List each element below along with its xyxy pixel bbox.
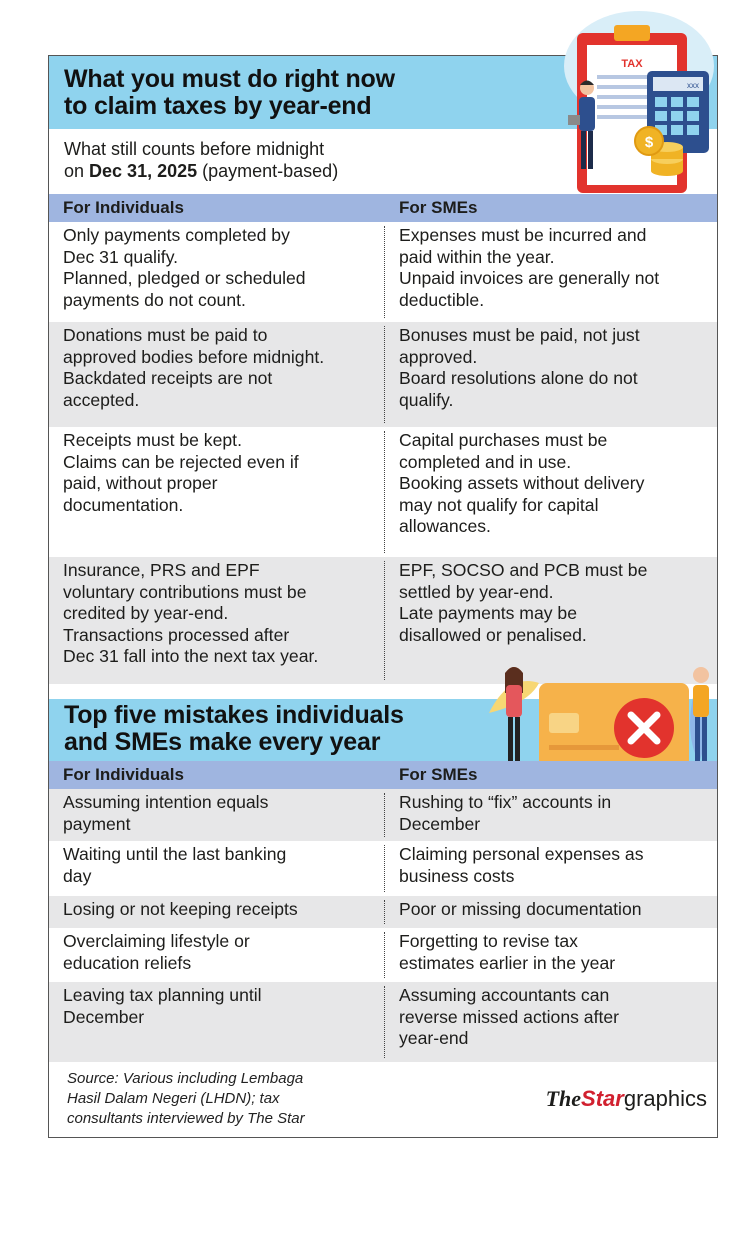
cell-line: documentation. (63, 494, 184, 515)
cell-line: business costs (399, 865, 515, 886)
individuals-cell (63, 931, 381, 974)
individuals-cell (63, 899, 381, 921)
smes-cell (399, 792, 709, 835)
cell-line: completed and in use. (399, 451, 572, 472)
cell-line: Assuming intention equals (63, 792, 269, 812)
cell-line: Expenses must be incurred and (399, 225, 647, 245)
table-row (49, 222, 717, 322)
smes-cell (399, 560, 709, 646)
cell-line: Dec 31 qualify. (63, 246, 179, 267)
calculator-label: xxx (687, 81, 699, 90)
smes-cell (399, 931, 709, 974)
woman-icon (505, 667, 523, 765)
cell-line: reverse missed actions after (399, 1006, 620, 1027)
column-divider (384, 561, 385, 680)
column-divider (384, 932, 385, 978)
subtitle-line2: on Dec 31, 2025 (payment-based) (64, 161, 339, 181)
column-individuals: For Individuals (63, 198, 184, 217)
table-row (49, 896, 717, 928)
cell-line: Capital purchases must be (399, 430, 608, 450)
table-row (49, 982, 717, 1062)
infographic-card (48, 55, 718, 1138)
column-divider (384, 900, 385, 924)
cell-line: Assuming accountants can (399, 985, 610, 1005)
column-smes: For SMEs (399, 198, 478, 217)
table-row (49, 427, 717, 557)
cell-line: approved. (399, 346, 478, 367)
individuals-cell (63, 792, 381, 835)
cell-line: December (63, 1006, 145, 1027)
cell-line: Dec 31 fall into the next tax year. (63, 646, 319, 666)
cell-line: Bonuses must be paid, not just (399, 325, 640, 345)
cell-line: Donations must be paid to (63, 325, 268, 345)
cell-line: Insurance, PRS and EPF (63, 560, 260, 580)
cell-line: Planned, pledged or scheduled (63, 268, 306, 288)
cell-line: accepted. (63, 389, 140, 410)
smes-cell (399, 985, 709, 1050)
tax-form-label: TAX (621, 58, 643, 70)
individuals-cell (63, 430, 381, 516)
section2-column-header (49, 761, 717, 789)
deadline-date: Dec 31, 2025 (89, 161, 198, 181)
cell-line: payments do not count. (63, 289, 246, 310)
cell-line: settled by year-end. (399, 581, 554, 602)
subtitle-line1: What still counts before midnight (64, 139, 325, 159)
cell-line: Overclaiming lifestyle or (63, 931, 250, 951)
column-smes: For SMEs (399, 765, 478, 784)
cell-line: Claiming personal expenses as (399, 844, 644, 864)
column-divider (384, 226, 385, 318)
cell-line: allowances. (399, 516, 491, 536)
cell-line: Forgetting to revise tax (399, 931, 578, 951)
cell-line: Leaving tax planning until (63, 985, 262, 1005)
cell-line: Receipts must be kept. (63, 430, 242, 450)
individuals-cell (63, 325, 381, 411)
mistake-illustration (469, 653, 719, 778)
section1-column-header (49, 194, 717, 222)
cell-line: year-end (399, 1028, 469, 1048)
column-divider (384, 845, 385, 892)
smes-cell (399, 844, 709, 887)
cell-line: may not qualify for capital (399, 494, 599, 515)
cell-line: EPF, SOCSO and PCB must be (399, 560, 648, 580)
cell-line: Only payments completed by (63, 225, 290, 245)
section1-subtitle (64, 138, 338, 182)
cell-line: credited by year-end. (63, 603, 229, 623)
table-row (49, 928, 717, 982)
individuals-cell (63, 985, 381, 1028)
cell-line: Transactions processed after (63, 624, 290, 645)
cell-line: estimates earlier in the year (399, 952, 616, 973)
individuals-cell (63, 844, 381, 887)
cell-line: deductible. (399, 289, 485, 310)
cell-line: disallowed or penalised. (399, 624, 587, 645)
table-row (49, 322, 717, 427)
individuals-cell (63, 225, 381, 311)
cell-line: education reliefs (63, 952, 192, 973)
column-divider (384, 986, 385, 1058)
column-divider (384, 431, 385, 553)
column-divider (384, 793, 385, 837)
cell-line: Claims can be rejected even if (63, 451, 299, 472)
section1-title-line2: to claim taxes by year-end (64, 92, 372, 120)
cell-line: Losing or not keeping receipts (63, 899, 298, 919)
smes-cell (399, 899, 709, 921)
cell-line: day (63, 865, 92, 886)
section2-title-line1: Top five mistakes individuals (64, 701, 404, 729)
column-individuals: For Individuals (63, 765, 184, 784)
cell-line: approved bodies before midnight. (63, 346, 325, 367)
svg-text:$: $ (644, 134, 654, 151)
cell-line: Board resolutions alone do not (399, 368, 638, 388)
cell-line: Waiting until the last banking (63, 844, 287, 864)
cell-line: voluntary contributions must be (63, 581, 307, 602)
cell-line: Rushing to “fix” accounts in (399, 792, 612, 812)
section2-title-line2: and SMEs make every year (64, 728, 381, 756)
column-divider (384, 326, 385, 423)
cell-line: paid, without proper (63, 473, 218, 493)
table-row (49, 789, 717, 841)
cell-line: qualify. (399, 389, 454, 410)
cell-line: paid within the year. (399, 246, 555, 267)
source-note: Source: Various including Lembaga Hasil Dalam Negeri (LHDN); tax consultants interviewed by The Star (67, 1070, 305, 1127)
cell-line: Booking assets without delivery (399, 473, 645, 493)
table-row (49, 841, 717, 896)
cell-line: payment (63, 813, 131, 834)
individuals-cell (63, 560, 381, 668)
smes-cell (399, 430, 709, 538)
cell-line: Backdated receipts are not (63, 368, 273, 388)
section1-title-line1: What you must do right now (64, 65, 395, 93)
cell-line: December (399, 813, 481, 834)
cell-line: Poor or missing documentation (399, 899, 642, 919)
smes-cell (399, 225, 709, 311)
the-star-graphics-logo: TheStargraphics (545, 1086, 707, 1111)
cell-line: Late payments may be (399, 603, 577, 623)
tax-illustration (519, 11, 719, 201)
smes-cell (399, 325, 709, 411)
cell-line: Unpaid invoices are generally not (399, 268, 660, 288)
